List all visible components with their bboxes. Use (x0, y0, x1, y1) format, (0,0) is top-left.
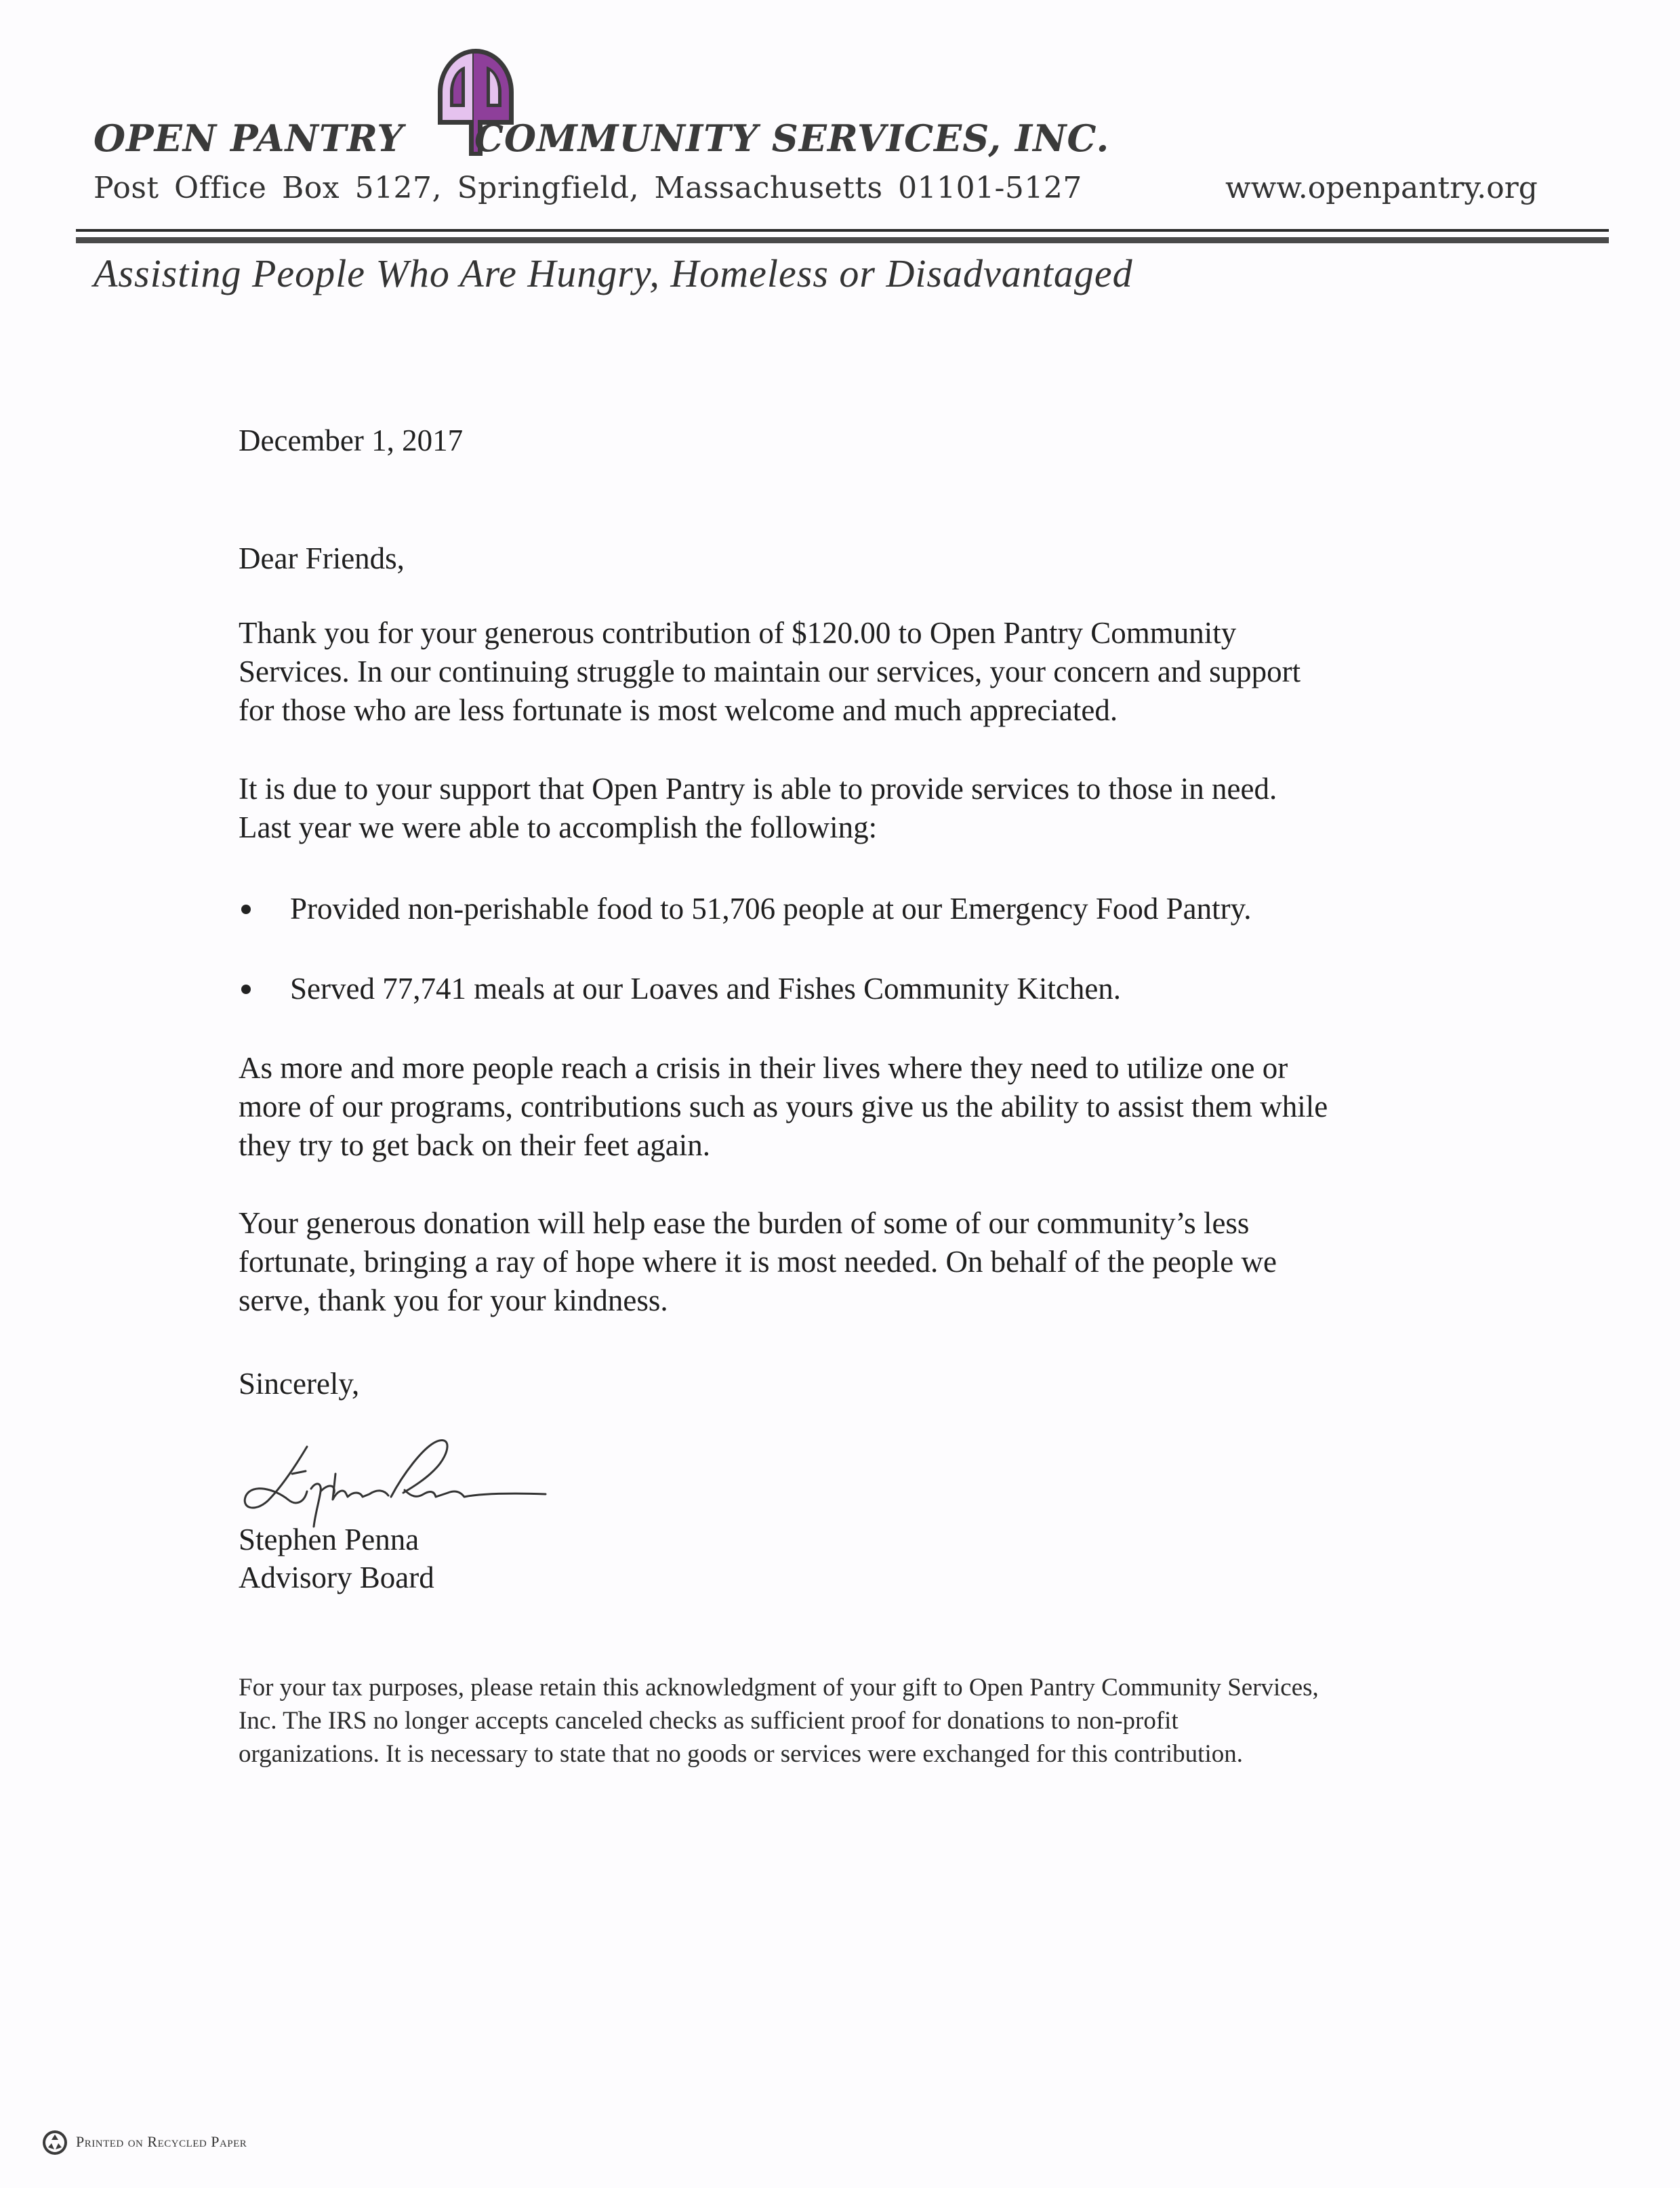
recycled-paper-label: Printed on Recycled Paper (76, 2133, 247, 2150)
tax-note-line: organizations. It is necessary to state that no goods or services were exchanged for this contribution. (239, 1740, 1243, 1768)
list-item (239, 970, 1492, 1008)
bullet-icon (241, 905, 251, 914)
bullet-icon (241, 985, 251, 994)
header-rule-thin (76, 229, 1609, 232)
paragraph-line: more of our programs, contributions such as yours give us the ability to assist them while (239, 1090, 1328, 1123)
recycle-icon (42, 2130, 68, 2155)
signer-title: Advisory Board (239, 1561, 434, 1594)
header-rule-thick (76, 237, 1609, 243)
paragraph-crisis (239, 1049, 1492, 1165)
paragraph-line: for those who are less fortunate is most welcome and much appreciated. (239, 693, 1118, 727)
org-name-right: COMMUNITY SERVICES, INC. (474, 117, 1110, 160)
salutation: Dear Friends, (239, 541, 405, 575)
signer-name: Stephen Penna (239, 1523, 419, 1556)
mailing-address: Post Office Box 5127, Springfield, Massachusetts 01101-5127 (94, 171, 1082, 205)
paragraph-line: Your generous donation will help ease the burden of some of our community’s less (239, 1206, 1250, 1240)
letter-date: December 1, 2017 (239, 424, 464, 457)
paragraph-line: serve, thank you for your kindness. (239, 1283, 668, 1317)
paragraph-line: fortunate, bringing a ray of hope where it is most needed. On behalf of the people we (239, 1245, 1277, 1279)
paragraph-thank-you (239, 614, 1492, 730)
paragraph-line: Thank you for your generous contribution of $120.00 to Open Pantry Community (239, 616, 1237, 650)
handwritten-signature (234, 1426, 559, 1528)
website-link[interactable]: www.openpantry.org (1225, 171, 1538, 205)
paragraph-line: they try to get back on their feet again. (239, 1128, 710, 1162)
tax-note-line: For your tax purposes, please retain this acknowledgment of your gift to Open Pantry Community Services, (239, 1674, 1319, 1701)
tax-acknowledgment-note (239, 1671, 1492, 1771)
tax-note-line: Inc. The IRS no longer accepts canceled checks as sufficient proof for donations to non-profit (239, 1707, 1179, 1735)
paragraph-line: Last year we were able to accomplish the following: (239, 810, 878, 844)
closing: Sincerely, (239, 1367, 360, 1401)
list-item-text: Provided non-perishable food to 51,706 people at our Emergency Food Pantry. (290, 892, 1252, 926)
tagline: Assisting People Who Are Hungry, Homeless or Disadvantaged (94, 251, 1133, 295)
accomplishments-list (239, 890, 1492, 1050)
org-name-left: OPEN PANTRY (94, 117, 404, 160)
paragraph-line: As more and more people reach a crisis in their lives where they need to utilize one or (239, 1051, 1288, 1085)
list-item-text: Served 77,741 meals at our Loaves and Fishes Community Kitchen. (290, 972, 1122, 1006)
paragraph-line: Services. In our continuing struggle to maintain our services, your concern and support (239, 655, 1301, 688)
paragraph-line: It is due to your support that Open Pantry is able to provide services to those in need. (239, 772, 1277, 806)
paragraph-donation (239, 1204, 1492, 1320)
paragraph-support (239, 770, 1492, 847)
list-item (239, 890, 1492, 928)
